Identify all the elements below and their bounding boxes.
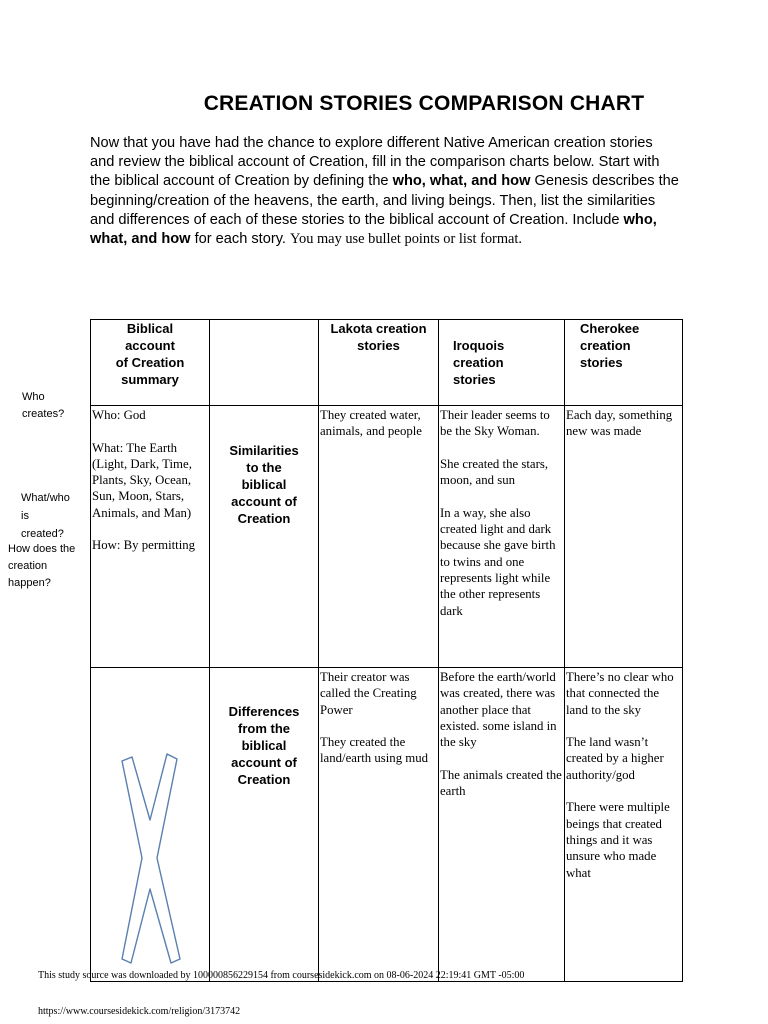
comparison-table <box>90 319 683 982</box>
lakota-differences-cell <box>319 668 439 982</box>
differences-label: Differences from the biblical account of Creation <box>228 704 300 787</box>
differences-row <box>91 668 683 982</box>
header-lakota-text: Lakota creation stories <box>330 321 427 353</box>
header-biblical-text: Biblical account of Creation summary <box>115 321 185 387</box>
header-cherokee <box>565 320 683 406</box>
header-lakota <box>319 320 439 406</box>
similarities-label-cell <box>210 406 319 668</box>
intro-serif-tail: You may use bullet points or list format. <box>290 231 523 248</box>
intro-paragraph <box>90 134 680 249</box>
header-blank <box>210 320 319 406</box>
header-cherokee-text: Cherokee creation stories <box>580 321 640 370</box>
side-label-who: Who creates? <box>22 391 65 420</box>
iroquois-similarities-text: Their leader seems to be the Sky Woman. She created the stars, moon, and sun In a way, she also created light and dark because she gave birth to twins and one represents light while the other represents dark <box>440 408 556 618</box>
differences-label-cell <box>210 668 319 982</box>
biblical-differences-cell <box>91 668 210 982</box>
cherokee-similarities-cell <box>565 406 683 668</box>
header-iroquois-text <box>439 320 564 405</box>
iroquois-differences-cell <box>439 668 565 982</box>
biblical-summary-text: Who: God What: The Earth (Light, Dark, Time, Plants, Sky, Ocean, Sun, Moon, Stars, Animals, and Man) How: By permitting <box>92 408 196 553</box>
iroquois-differences-text: Before the earth/world was created, there was another place that existed. some island in the sky The animals created the earth <box>440 670 562 799</box>
lakota-similarities-text: They created water, animals, and people <box>320 408 424 439</box>
header-iroquois <box>439 320 565 406</box>
x-mark <box>91 668 209 978</box>
intro-text-3: for each story. <box>190 231 291 248</box>
intro-bold-1: who, what, and how <box>392 173 531 190</box>
iroquois-similarities-cell <box>439 406 565 668</box>
intro-text-1: Now that you have had the chance to explore different Native American creation stories and review the biblical account of Creation, fill in the comparison charts below. Start with the biblical account of Creation by defining the <box>90 135 660 190</box>
similarities-row <box>91 406 683 668</box>
header-row <box>91 320 683 406</box>
lakota-differences-text: Their creator was called the Creating Power They created the land/earth using mud <box>320 670 429 766</box>
x-mark-shape <box>122 754 180 963</box>
footer-source-link[interactable]: https://www.coursesidekick.com/religion/3173742 <box>38 1006 241 1017</box>
cherokee-differences-cell <box>565 668 683 982</box>
intro-text-2: Genesis describes the beginning/creation of the heavens, the earth, and living beings. Then, list the similarities and differences of each of these stories to the biblical account of Creation. Include <box>90 173 679 228</box>
side-label-what-text: What/who is created? <box>21 492 70 540</box>
header-biblical <box>91 320 210 406</box>
cherokee-similarities-text: Each day, something new was made <box>566 408 676 439</box>
biblical-summary-cell <box>91 406 210 668</box>
header-iroquois-label: Iroquois creation stories <box>453 338 505 387</box>
page-title: CREATION STORIES COMPARISON CHART <box>203 92 645 115</box>
intro-bold-2: who, what, and how <box>90 211 657 248</box>
cherokee-differences-text: There’s no clear who that connected the land to the sky The land wasn’t created by a higher authority/god There were multiple beings that created things and it was unsure who made what <box>566 670 674 880</box>
lakota-similarities-cell <box>319 406 439 668</box>
similarities-label: Similarities to the biblical account of Creation <box>229 443 299 526</box>
side-label-how: How does the creation happen? <box>8 543 76 589</box>
footer-download-notice: This study source was downloaded by 100000856229154 from coursesidekick.com on 08-06-2024 22:19:41 GMT -05:00 <box>38 970 525 981</box>
